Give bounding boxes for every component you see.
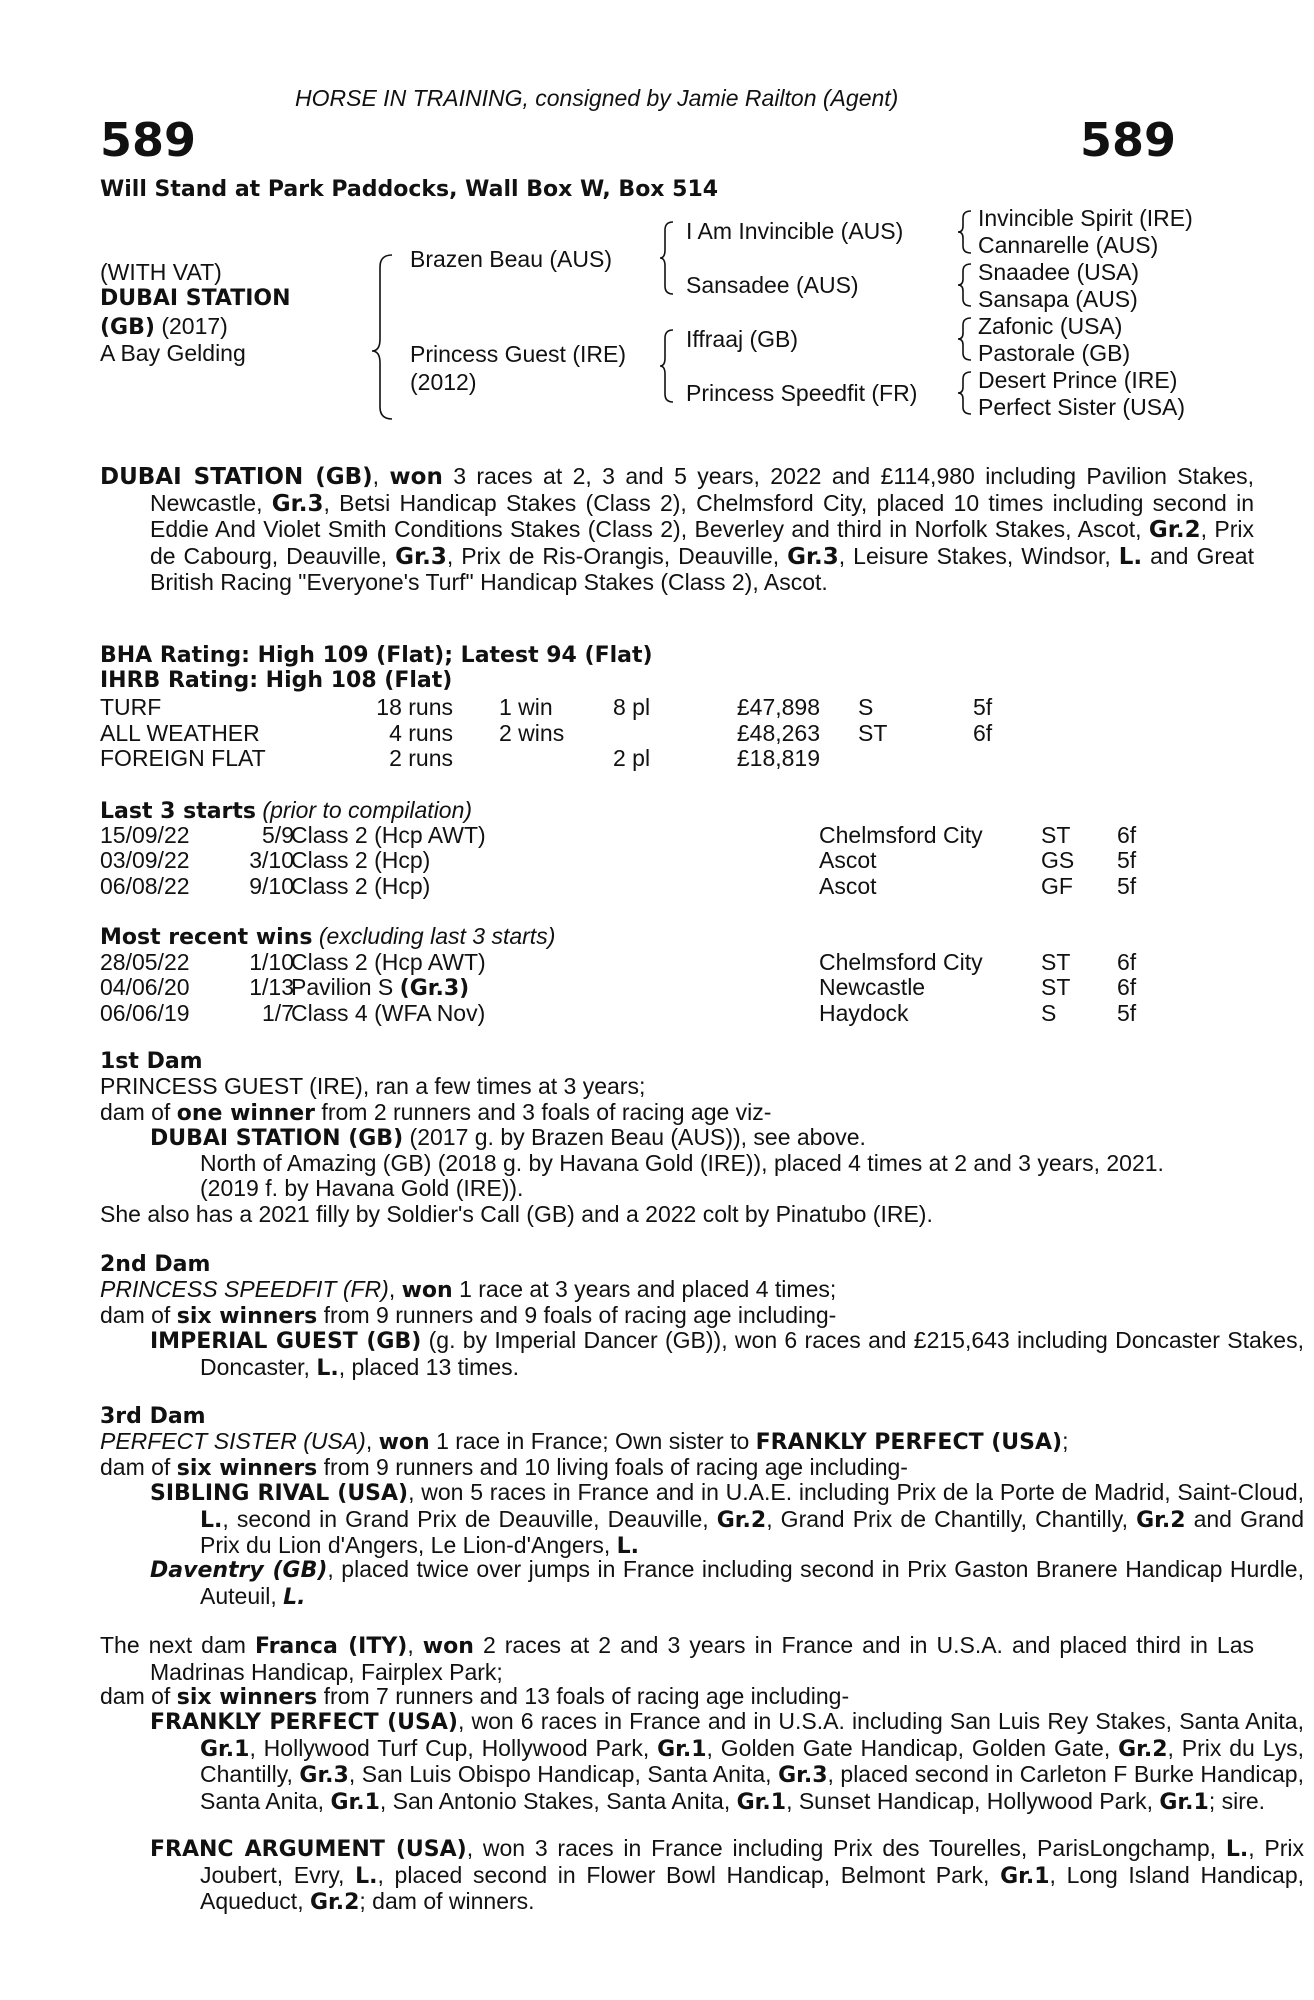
pedigree-sire: Brazen Beau (AUS) — [410, 246, 612, 272]
pedigree-g8: Perfect Sister (USA) — [978, 394, 1186, 420]
third-dam-progeny: Daventry (GB), placed twice over jumps in France including second in Prix Gaston Branere Handicap Hurdle, Auteuil, L. — [150, 1556, 1304, 1610]
race-summary: DUBAI STATION (GB), won 3 races at 2, 3 and 5 years, 2022 and £114,980 including Pavilion Stakes, Newcastle, Gr.3, Betsi Handicap Stakes (Class 2), Chelmsford City, placed 10 times including second in Eddie And Violet Smith Conditions Stakes (Class 2), Beverley and third in Norfolk Stakes, Ascot, Gr.2, Prix de Cabourg, Deauville, Gr.3, Prix de Ris-Orangis, Deauville, Gr.3, Leisure Stakes, Windsor, L. and Great British Racing "Everyone's Turf" Handicap Stakes (Class 2), Ascot. — [100, 463, 1255, 595]
first-dam-line: PRINCESS GUEST (IRE), ran a few times at 3 years; — [100, 1073, 646, 1099]
first-dam-note: She also has a 2021 filly by Soldier's Call (GB) and a 2022 colt by Pinatubo (IRE). — [100, 1201, 933, 1227]
last-start-row: 06/08/22 9/10 Class 2 (Hcp) Ascot GF 5f — [100, 873, 1137, 899]
lot-number-right: 589 — [1080, 113, 1177, 167]
bha-rating: BHA Rating: High 109 (Flat); Latest 94 (Flat) — [100, 643, 653, 668]
first-dam-produce-line: dam of one winner from 2 runners and 3 foals of racing age viz- — [100, 1099, 772, 1126]
record-row-turf: TURF 18 runs 1 win 8 pl £47,898 S 5f — [100, 694, 993, 720]
horse-description: A Bay Gelding — [100, 340, 246, 366]
next-dam-progeny: FRANKLY PERFECT (USA), won 6 races in France and in U.S.A. including San Luis Rey Stakes, Santa Anita, Gr.1, Hollywood Turf Cup, Hollywood Park, Gr.1, Golden Gate Handicap, Golden Gate, Gr.2, Prix du Lys, Chantilly, Gr.3, San Luis Obispo Handicap, Santa Anita, Gr.3, placed second in Carleton F Burke Handicap, Santa Anita, Gr.1, San Antonio Stakes, Santa Anita, Gr.1, Sunset Handicap, Hollywood Park, Gr.1; sire. — [150, 1708, 1305, 1815]
horse-country-year: (GB) (2017) — [100, 313, 228, 340]
third-dam-progeny: SIBLING RIVAL (USA), won 5 races in France and in U.A.E. including Prix de la Porte de Madrid, Saint-Cloud, L., second in Grand Prix de Deauville, Deauville, Gr.2, Grand Prix de Chantilly, Chantilly, Gr.2 and Grand Prix du Lion d'Angers, Le Lion-d'Angers, L. — [150, 1479, 1304, 1559]
third-dam-produce-line: dam of six winners from 9 runners and 10 living foals of racing age including- — [100, 1454, 908, 1481]
first-dam-progeny: DUBAI STATION (GB) (2017 g. by Brazen Beau (AUS)), see above. — [150, 1124, 866, 1151]
first-dam-progeny: (2019 f. by Havana Gold (IRE)). — [200, 1175, 524, 1201]
lot-number-left: 589 — [100, 113, 197, 167]
pedigree-g5: Zafonic (USA) — [978, 313, 1123, 339]
pedigree-sire-sire: I Am Invincible (AUS) — [686, 218, 904, 244]
recent-win-row: 04/06/20 1/13 Pavilion S (Gr.3) Newcastle ST 6f — [100, 974, 1137, 1001]
pedigree-dam-dam: Princess Speedfit (FR) — [686, 380, 918, 406]
last-start-row: 15/09/22 5/9 Class 2 (Hcp AWT) Chelmsford City ST 6f — [100, 822, 1137, 848]
last-start-row: 03/09/22 3/10 Class 2 (Hcp) Ascot GS 5f — [100, 847, 1137, 873]
record-row-foreign-flat: FOREIGN FLAT 2 runs 2 pl £18,819 — [100, 745, 820, 771]
pedigree-g7: Desert Prince (IRE) — [978, 367, 1178, 393]
next-dam-progeny: FRANC ARGUMENT (USA), won 3 races in France including Prix des Tourelles, ParisLongchamp, L., Prix Joubert, Evry, L., placed second in Flower Bowl Handicap, Belmont Park, Gr.1, Long Island Handicap, Aqueduct, Gr.2; dam of winners. — [150, 1835, 1305, 1915]
horse-name: DUBAI STATION — [100, 286, 291, 311]
pedigree-dam: Princess Guest (IRE) — [410, 341, 626, 367]
stand-location: Will Stand at Park Paddocks, Wall Box W, Box 514 — [100, 177, 719, 202]
pedigree-g6: Pastorale (GB) — [978, 340, 1131, 366]
ihrb-rating: IHRB Rating: High 108 (Flat) — [100, 668, 453, 693]
second-dam-heading: 2nd Dam — [100, 1252, 211, 1277]
pedigree-g1: Invincible Spirit (IRE) — [978, 205, 1193, 231]
pedigree-g3: Snaadee (USA) — [978, 259, 1140, 285]
record-row-all-weather: ALL WEATHER 4 runs 2 wins £48,263 ST 6f — [100, 720, 993, 746]
second-dam-progeny: IMPERIAL GUEST (GB) (g. by Imperial Dancer (GB)), won 6 races and £215,643 including Doncaster Stakes, Doncaster, L., placed 13 times. — [150, 1327, 1304, 1381]
recent-win-row: 06/06/19 1/7 Class 4 (WFA Nov) Haydock S 5f — [100, 1000, 1137, 1026]
pedigree-dam-sire: Iffraaj (GB) — [686, 326, 799, 352]
third-dam-line: PERFECT SISTER (USA), won 1 race in France; Own sister to FRANKLY PERFECT (USA); — [100, 1428, 1069, 1455]
next-dam-produce-line: dam of six winners from 7 runners and 13 foals of racing age including- — [100, 1683, 850, 1710]
last-starts-heading: Last 3 starts (prior to compilation) — [100, 797, 473, 824]
pedigree-g4: Sansapa (AUS) — [978, 286, 1138, 312]
first-dam-progeny: North of Amazing (GB) (2018 g. by Havana Gold (IRE)), placed 4 times at 2 and 3 years, 2021. — [200, 1150, 1164, 1176]
vat-note: (WITH VAT) — [100, 259, 222, 285]
third-dam-heading: 3rd Dam — [100, 1404, 206, 1429]
second-dam-produce-line: dam of six winners from 9 runners and 9 foals of racing age including- — [100, 1302, 837, 1329]
first-dam-heading: 1st Dam — [100, 1049, 203, 1074]
next-dam-line: The next dam Franca (ITY), won 2 races at 2 and 3 years in France and in U.S.A. and placed third in Las Madrinas Handicap, Fairplex Park; — [100, 1632, 1254, 1685]
recent-win-row: 28/05/22 1/10 Class 2 (Hcp AWT) Chelmsford City ST 6f — [100, 949, 1137, 975]
pedigree-sire-dam: Sansadee (AUS) — [686, 272, 859, 298]
pedigree-g2: Cannarelle (AUS) — [978, 232, 1159, 258]
consignment-line: HORSE IN TRAINING, consigned by Jamie Railton (Agent) — [295, 85, 899, 111]
second-dam-line: PRINCESS SPEEDFIT (FR), won 1 race at 3 years and placed 4 times; — [100, 1276, 837, 1303]
pedigree-dam-year: (2012) — [410, 369, 477, 395]
recent-wins-heading: Most recent wins (excluding last 3 starts) — [100, 923, 556, 950]
